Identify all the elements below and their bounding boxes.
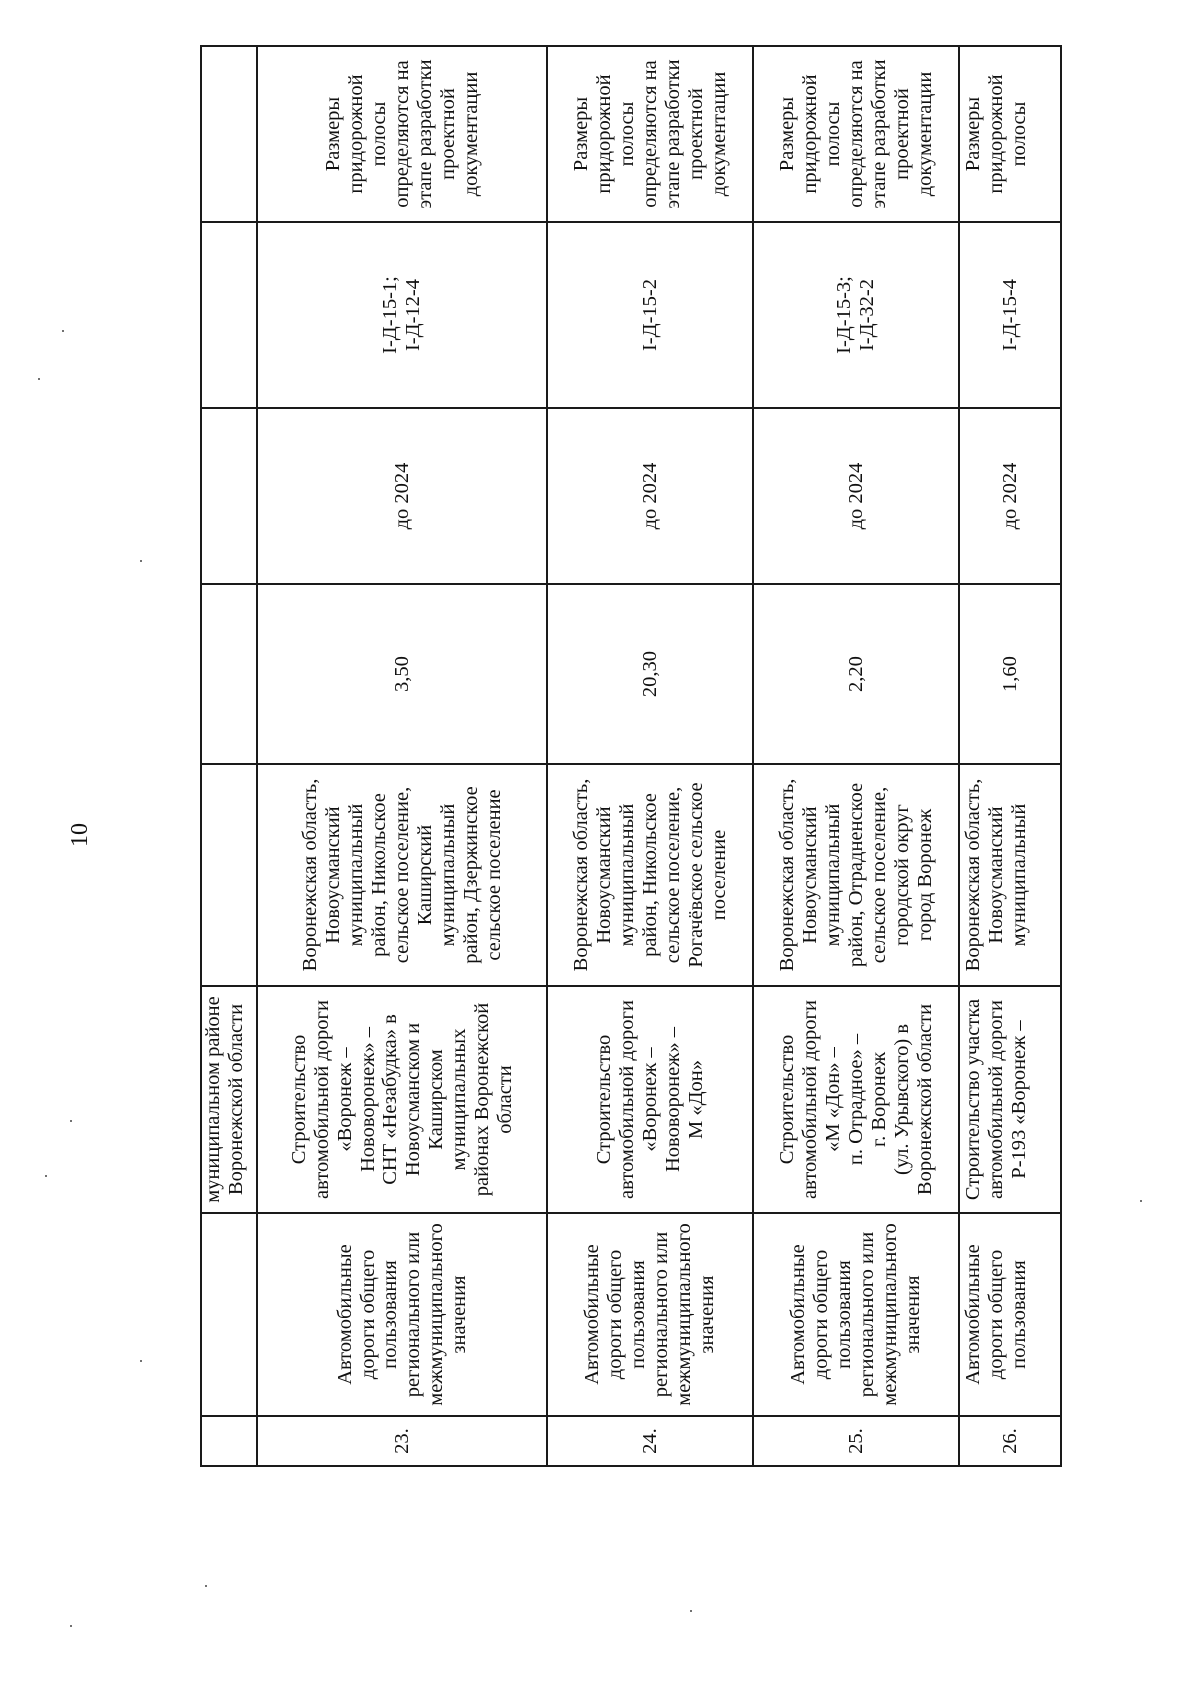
cell-name: Строительство автомобильной дороги «Воронеж – Нововоронеж» – СНТ «Незабудка» в Новоусманском и Каширском муниципальных районах Воронежской области (257, 986, 547, 1213)
cell-name: Строительство автомобильной дороги «Воронеж – Нововоронеж» – М «Дон» (547, 986, 752, 1213)
cell-num: 25. (753, 1416, 960, 1466)
cell-code: I-Д-15-1; I-Д-12-4 (257, 222, 547, 408)
cell-length: 2,20 (753, 584, 960, 764)
scan-speck (140, 560, 142, 562)
scan-speck (205, 1585, 207, 1587)
cell-term: до 2024 (547, 408, 752, 584)
cell-location: Воронежская область, Новоусманский муниципальный (959, 764, 1061, 986)
cell-term: до 2024 (959, 408, 1061, 584)
table-row (257, 46, 547, 1466)
cell-location: Воронежская область, Новоусманский муниципальный район, Отрадненское сельское поселение, городской округ город Воронеж (753, 764, 960, 986)
cell-term (201, 408, 257, 584)
scan-speck (70, 1625, 72, 1627)
cell-type: Автомобильные дороги общего пользования (959, 1213, 1061, 1416)
objects-table (200, 45, 1062, 1467)
page-number: 10 (67, 823, 93, 847)
cell-zone: Размеры придорожной полосы определяются на этапе разработки проектной документации (257, 46, 547, 222)
scan-speck (62, 330, 64, 332)
cell-term: до 2024 (257, 408, 547, 584)
cell-length: 20,30 (547, 584, 752, 764)
cell-zone (201, 46, 257, 222)
cell-type: Автомобильные дороги общего пользования регионального или межмуниципального значения (257, 1213, 547, 1416)
scan-speck (45, 1175, 47, 1177)
cell-num: 26. (959, 1416, 1061, 1466)
cell-length (201, 584, 257, 764)
cell-code: I-Д-15-3; I-Д-32-2 (753, 222, 960, 408)
table-row (753, 46, 960, 1466)
cell-type: Автомобильные дороги общего пользования регионального или межмуниципального значения (547, 1213, 752, 1416)
cell-length: 3,50 (257, 584, 547, 764)
cell-length: 1,60 (959, 584, 1061, 764)
table-row-continuation (201, 46, 257, 1466)
cell-code: I-Д-15-4 (959, 222, 1061, 408)
table-row (547, 46, 752, 1466)
cell-name: Строительство автомобильной дороги «М «Дон» – п. Отрадное» – г. Воронеж (ул. Урывского) в Воронежской области (753, 986, 960, 1213)
cell-name: муниципальном районе Воронежской области (201, 986, 257, 1213)
cell-zone: Размеры придорожной полосы определяются на этапе разработки проектной документации (547, 46, 752, 222)
cell-zone: Размеры придорожной полосы определяются на этапе разработки проектной документации (753, 46, 960, 222)
cell-type (201, 1213, 257, 1416)
scan-speck (70, 1120, 72, 1122)
rotated-table-container (200, 47, 1062, 1467)
cell-num: 23. (257, 1416, 547, 1466)
cell-code: I-Д-15-2 (547, 222, 752, 408)
scan-speck (140, 1360, 142, 1362)
cell-zone: Размеры придорожной полосы (959, 46, 1061, 222)
scan-speck (690, 1610, 692, 1612)
cell-term: до 2024 (753, 408, 960, 584)
cell-location: Воронежская область, Новоусманский муниципальный район, Никольское сельское поселение, Каширский муниципальный район, Дзержинское сельское поселение (257, 764, 547, 986)
cell-num (201, 1416, 257, 1466)
cell-type: Автомобильные дороги общего пользования регионального или межмуниципального значения (753, 1213, 960, 1416)
cell-num: 24. (547, 1416, 752, 1466)
cell-code (201, 222, 257, 408)
scan-speck (1140, 1200, 1142, 1202)
table-row (959, 46, 1061, 1466)
cell-name: Строительство участка автомобильной дороги Р-193 «Воронеж – (959, 986, 1061, 1213)
scan-speck (38, 378, 40, 380)
cell-location: Воронежская область, Новоусманский муниципальный район, Никольское сельское поселение, Рогачёвское сельское поселение (547, 764, 752, 986)
cell-location (201, 764, 257, 986)
